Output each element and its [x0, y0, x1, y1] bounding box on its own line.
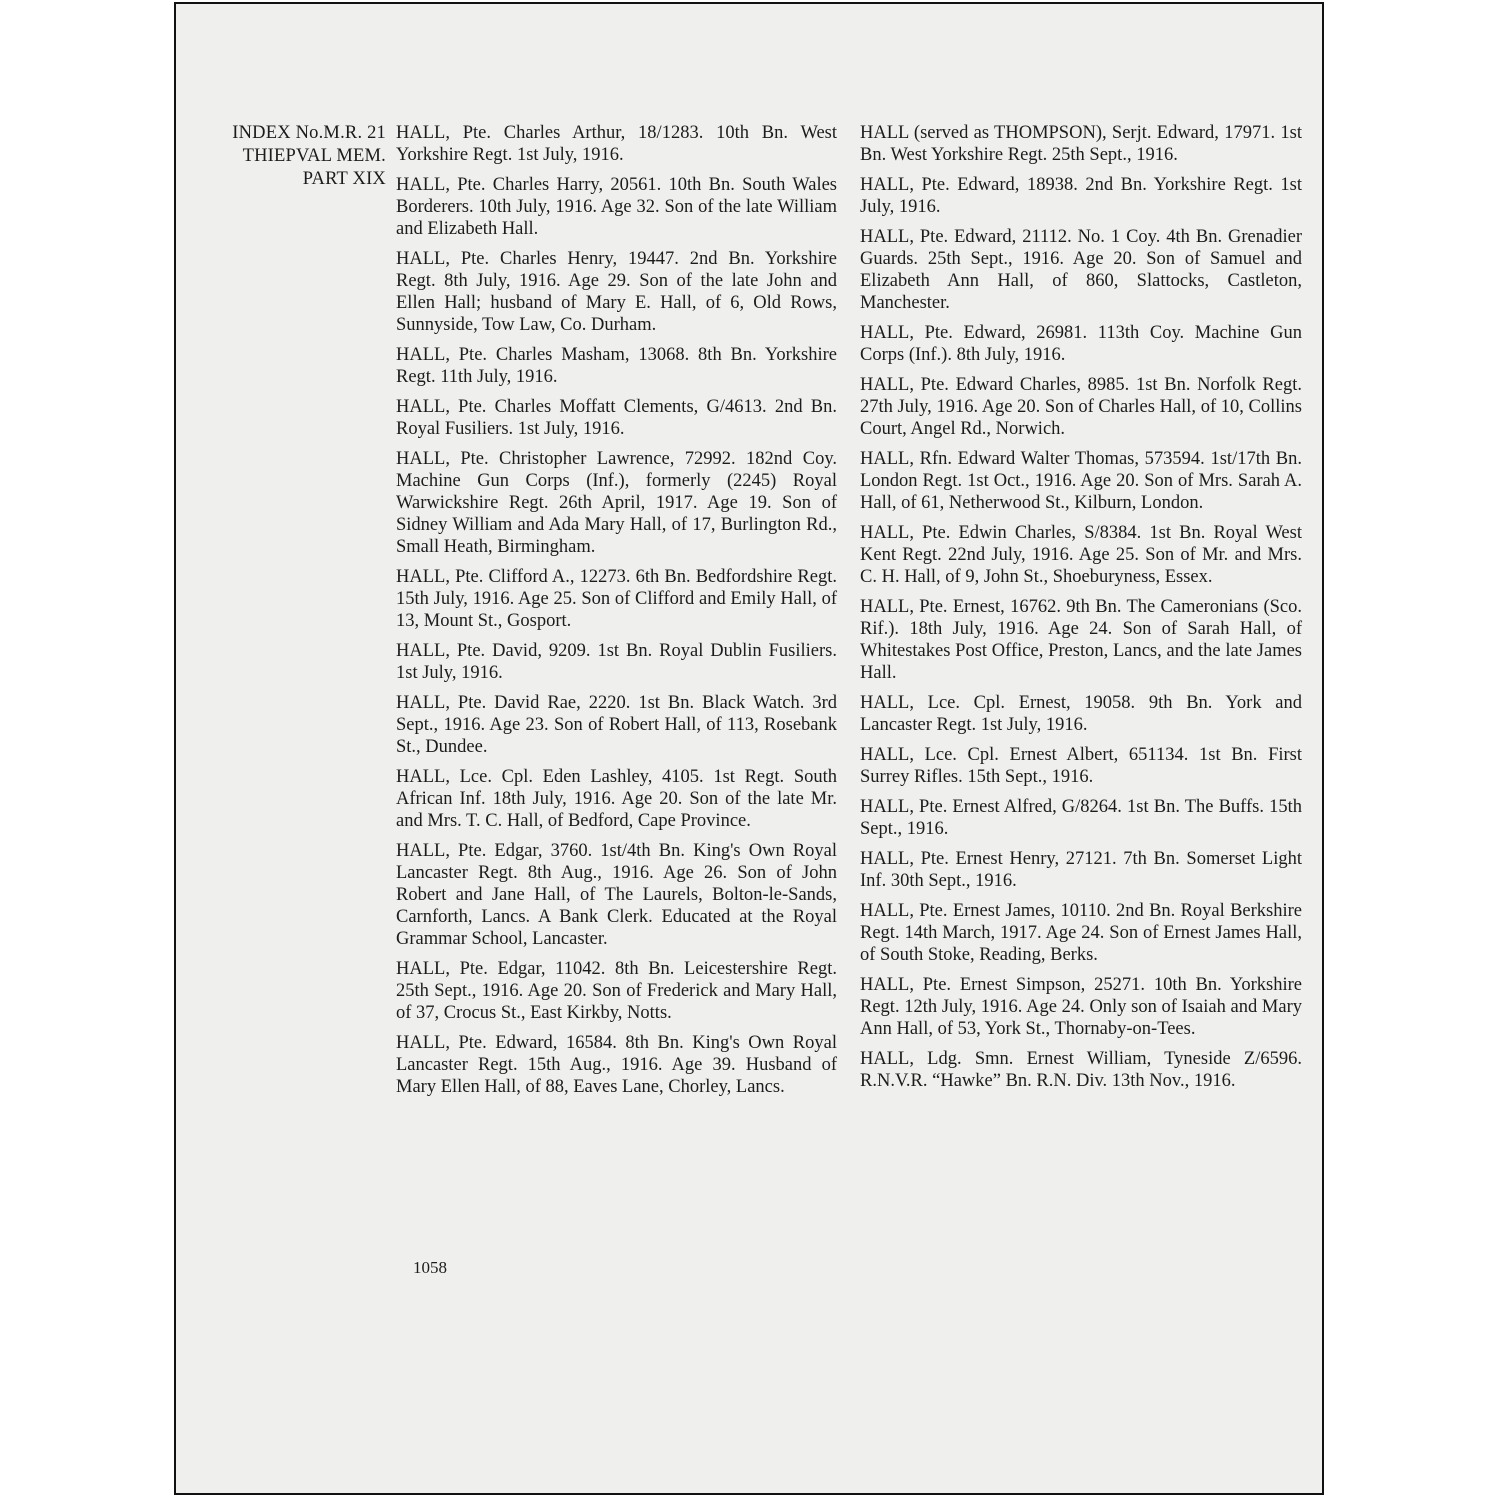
- casualty-entry: HALL, Pte. David, 9209. 1st Bn. Royal Dublin Fusiliers. 1st July, 1916.: [396, 641, 837, 683]
- left-column: [396, 122, 837, 1106]
- casualty-entry: HALL, Pte. Edwin Charles, S/8384. 1st Bn. Royal West Kent Regt. 22nd July, 1916. Age 25. Son of Mr. and Mrs. C. H. Hall, of 9, John St., Shoeburyness, Essex.: [860, 523, 1302, 587]
- memorial-name: THIEPVAL MEM.: [242, 146, 386, 166]
- casualty-entry: HALL, Lce. Cpl. Ernest, 19058. 9th Bn. York and Lancaster Regt. 1st July, 1916.: [860, 693, 1302, 735]
- casualty-entry: HALL, Pte. Charles Moffatt Clements, G/4613. 2nd Bn. Royal Fusiliers. 1st July, 1916.: [396, 397, 837, 439]
- casualty-entry: HALL, Pte. Edgar, 11042. 8th Bn. Leicestershire Regt. 25th Sept., 1916. Age 20. Son of Frederick and Mary Hall, of 37, Crocus St., East Kirkby, Notts.: [396, 959, 837, 1023]
- casualty-entry: HALL, Pte. Edward Charles, 8985. 1st Bn. Norfolk Regt. 27th July, 1916. Age 20. Son of Charles Hall, of 10, Collins Court, Angel Rd., Norwich.: [860, 375, 1302, 439]
- casualty-entry: HALL, Pte. Ernest Henry, 27121. 7th Bn. Somerset Light Inf. 30th Sept., 1916.: [860, 849, 1302, 891]
- casualty-entry: HALL, Lce. Cpl. Eden Lashley, 4105. 1st Regt. South African Inf. 18th July, 1916. Age 20. Son of the late Mr. and Mrs. T. C. Hall, of Bedford, Cape Province.: [396, 767, 837, 831]
- casualty-entry: HALL, Pte. Ernest Alfred, G/8264. 1st Bn. The Buffs. 15th Sept., 1916.: [860, 797, 1302, 839]
- casualty-entry: HALL, Pte. Edward, 16584. 8th Bn. King's Own Royal Lancaster Regt. 15th Aug., 1916. Age 39. Husband of Mary Ellen Hall, of 88, Eaves Lane, Chorley, Lancs.: [396, 1033, 837, 1097]
- casualty-entry: HALL, Pte. Ernest Simpson, 25271. 10th Bn. Yorkshire Regt. 12th July, 1916. Age 24. Only son of Isaiah and Mary Ann Hall, of 53, York St., Thornaby-on-Tees.: [860, 975, 1302, 1039]
- casualty-entry: HALL, Pte. Edgar, 3760. 1st/4th Bn. King's Own Royal Lancaster Regt. 8th Aug., 1916. Age 26. Son of John Robert and Jane Hall, of The Laurels, Bolton-le-Sands, Carnforth, Lancs. A Bank Clerk. Educated at the Royal Grammar School, Lancaster.: [396, 841, 837, 949]
- casualty-entry: HALL, Pte. Ernest James, 10110. 2nd Bn. Royal Berkshire Regt. 14th March, 1917. Age 24. Son of Ernest James Hall, of South Stoke, Reading, Berks.: [860, 901, 1302, 965]
- casualty-entry: HALL, Pte. Charles Harry, 20561. 10th Bn. South Wales Borderers. 10th July, 1916. Age 32. Son of the late William and Elizabeth Hall.: [396, 175, 837, 239]
- casualty-entry: HALL, Pte. Edward, 18938. 2nd Bn. Yorkshire Regt. 1st July, 1916.: [860, 175, 1302, 217]
- casualty-entry: HALL, Pte. Edward, 21112. No. 1 Coy. 4th Bn. Grenadier Guards. 25th Sept., 1916. Age 20. Son of Samuel and Elizabeth Ann Hall, of 860, Slattocks, Castleton, Manchester.: [860, 227, 1302, 313]
- casualty-entry: HALL, Pte. Charles Masham, 13068. 8th Bn. Yorkshire Regt. 11th July, 1916.: [396, 345, 837, 387]
- part-number: PART XIX: [302, 169, 386, 189]
- casualty-entry: HALL (served as THOMPSON), Serjt. Edward, 17971. 1st Bn. West Yorkshire Regt. 25th Sept., 1916.: [860, 123, 1302, 165]
- index-header: [204, 122, 386, 191]
- casualty-entry: HALL, Pte. Christopher Lawrence, 72992. 182nd Coy. Machine Gun Corps (Inf.), formerly (2245) Royal Warwickshire Regt. 26th April, 1917. Age 19. Son of Sidney William and Ada Mary Hall, of 17, Burlington Rd., Small Heath, Birmingham.: [396, 449, 837, 557]
- document-page: [174, 2, 1324, 1495]
- casualty-entry: HALL, Rfn. Edward Walter Thomas, 573594. 1st/17th Bn. London Regt. 1st Oct., 1916. Age 20. Son of Mrs. Sarah A. Hall, of 61, Netherwood St., Kilburn, London.: [860, 449, 1302, 513]
- casualty-entry: HALL, Pte. Clifford A., 12273. 6th Bn. Bedfordshire Regt. 15th July, 1916. Age 25. Son of Clifford and Emily Hall, of 13, Mount St., Gosport.: [396, 567, 837, 631]
- casualty-entry: HALL, Pte. Ernest, 16762. 9th Bn. The Cameronians (Sco. Rif.). 18th July, 1916. Age 24. Son of Sarah Hall, of Whitestakes Post Office, Preston, Lancs, and the late James Hall.: [860, 597, 1302, 683]
- casualty-entry: HALL, Lce. Cpl. Ernest Albert, 651134. 1st Bn. First Surrey Rifles. 15th Sept., 1916.: [860, 745, 1302, 787]
- page-number: 1058: [413, 1258, 447, 1277]
- right-column: [860, 122, 1302, 1100]
- casualty-entry: HALL, Pte. David Rae, 2220. 1st Bn. Black Watch. 3rd Sept., 1916. Age 23. Son of Robert Hall, of 113, Rosebank St., Dundee.: [396, 693, 837, 757]
- casualty-entry: HALL, Pte. Edward, 26981. 113th Coy. Machine Gun Corps (Inf.). 8th July, 1916.: [860, 323, 1302, 365]
- casualty-entry: HALL, Pte. Charles Henry, 19447. 2nd Bn. Yorkshire Regt. 8th July, 1916. Age 29. Son of the late John and Ellen Hall; husband of Mary E. Hall, of 6, Old Rows, Sunnyside, Tow Law, Co. Durham.: [396, 249, 837, 335]
- casualty-entry: HALL, Ldg. Smn. Ernest William, Tyneside Z/6596. R.N.V.R. “Hawke” Bn. R.N. Div. 13th Nov., 1916.: [860, 1049, 1302, 1091]
- index-number: INDEX No.M.R. 21: [232, 123, 386, 143]
- casualty-entry: HALL, Pte. Charles Arthur, 18/1283. 10th Bn. West Yorkshire Regt. 1st July, 1916.: [396, 123, 837, 165]
